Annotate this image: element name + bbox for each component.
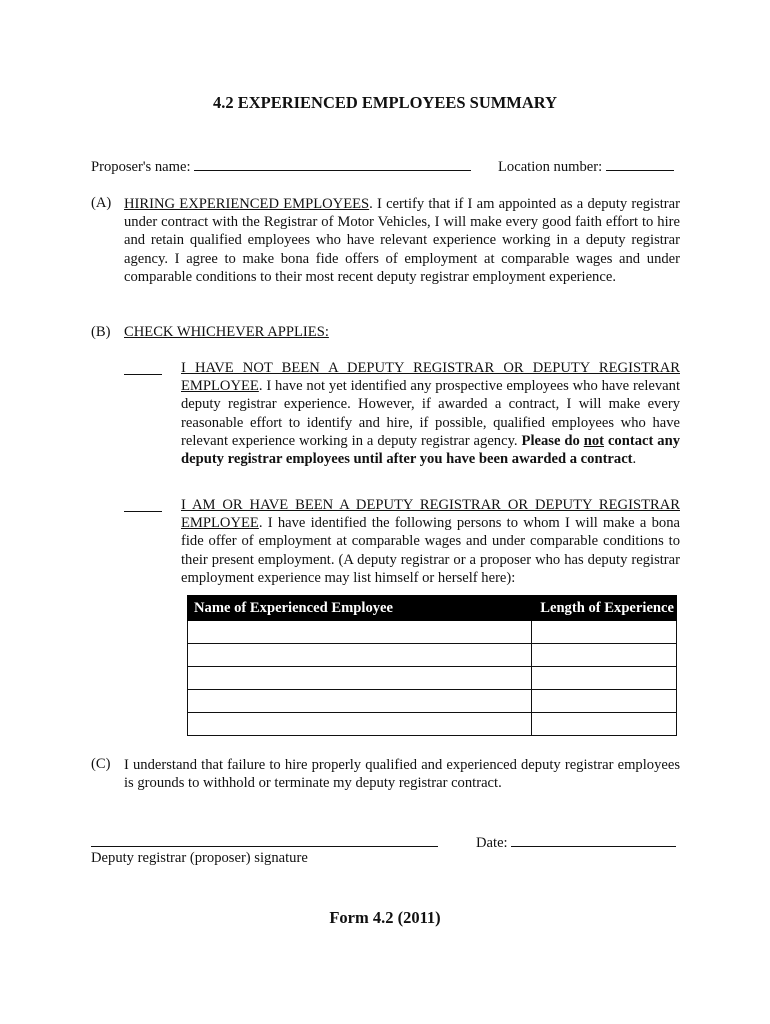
option-1-bold-b: contact any deputy registrar employees until after you have been awarded a contract bbox=[181, 432, 680, 468]
date-field[interactable] bbox=[511, 832, 676, 847]
experience-length-cell[interactable] bbox=[532, 713, 677, 736]
signature-line[interactable] bbox=[91, 846, 438, 847]
section-a-body: . I certify that if I am appointed as a deputy registrar under contract with the Registrar of Motor Vehicles, I will make every good faith effort to hire and retain qualified employees who have relevant experience working in a deputy registrar agency. I agree to make bona fide offers of employment at comparable wages and under comparable conditions to their most recent deputy registrar employment experience. bbox=[124, 196, 680, 285]
option-1-heading: I HAVE NOT BEEN A DEPUTY REGISTRAR OR DEPUTY REGISTRAR EMPLOYEE bbox=[181, 360, 680, 395]
date-row bbox=[476, 832, 676, 852]
experience-length-cell[interactable] bbox=[532, 667, 677, 690]
table-row bbox=[188, 644, 677, 667]
column-header-length: Length of Experience bbox=[532, 596, 677, 621]
location-number-field[interactable] bbox=[606, 156, 674, 171]
section-c-marker: (C) bbox=[91, 756, 111, 772]
experience-length-cell[interactable] bbox=[532, 621, 677, 644]
option-1-end: . bbox=[632, 451, 637, 468]
location-number-label: Location number: bbox=[498, 159, 603, 175]
employee-name-cell[interactable] bbox=[188, 667, 532, 690]
location-number-row bbox=[498, 156, 674, 176]
option-2-body: . I have identified the following persons to whom I will make a bona fide offer of employment at comparable wages and under comparable conditions to their present employment. (A deputy registrar or a proposer who has deputy registrar employment experience may list himself or herself here): bbox=[181, 515, 680, 586]
table-header-row bbox=[188, 596, 677, 621]
table-row bbox=[188, 621, 677, 644]
signature-label: Deputy registrar (proposer) signature bbox=[91, 850, 308, 866]
option-1-text bbox=[181, 359, 680, 468]
option-1-checkbox-line[interactable] bbox=[124, 374, 162, 375]
section-b-marker: (B) bbox=[91, 324, 111, 340]
column-header-name: Name of Experienced Employee bbox=[188, 596, 532, 621]
option-1-body: . I have not yet identified any prospective employees who have relevant deputy registrar experience. However, if awarded a contract, I will make every reasonable effort to identify and hire, if possible, qualified employees who have relevant experience working in a deputy registrar agency. bbox=[181, 378, 680, 449]
option-2-heading: I AM OR HAVE BEEN A DEPUTY REGISTRAR OR DEPUTY REGISTRAR EMPLOYEE bbox=[181, 497, 680, 532]
section-c-body: I understand that failure to hire properly qualified and experienced deputy registrar employees is grounds to withhold or terminate my deputy registrar contract. bbox=[124, 757, 680, 792]
experienced-employees-table bbox=[187, 595, 677, 736]
employee-name-cell[interactable] bbox=[188, 644, 532, 667]
option-1-bold-not: not bbox=[583, 432, 605, 449]
employee-name-cell[interactable] bbox=[188, 621, 532, 644]
employee-name-cell[interactable] bbox=[188, 690, 532, 713]
table-row bbox=[188, 713, 677, 736]
employee-name-cell[interactable] bbox=[188, 713, 532, 736]
proposer-name-row bbox=[91, 156, 471, 176]
option-2-text bbox=[181, 496, 680, 587]
option-2-checkbox-line[interactable] bbox=[124, 511, 162, 512]
section-a-heading: HIRING EXPERIENCED EMPLOYEES bbox=[124, 196, 370, 212]
date-label: Date: bbox=[476, 835, 508, 851]
experience-length-cell[interactable] bbox=[532, 644, 677, 667]
proposer-name-label: Proposer's name: bbox=[91, 159, 191, 175]
proposer-name-field[interactable] bbox=[194, 156, 471, 171]
section-b-heading: CHECK WHICHEVER APPLIES: bbox=[124, 324, 329, 340]
section-a-marker: (A) bbox=[91, 195, 112, 211]
table-row bbox=[188, 667, 677, 690]
document-title: 4.2 EXPERIENCED EMPLOYEES SUMMARY bbox=[212, 93, 558, 112]
section-a-text bbox=[124, 195, 680, 286]
experience-length-cell[interactable] bbox=[532, 690, 677, 713]
table-row bbox=[188, 690, 677, 713]
form-number: Form 4.2 (2011) bbox=[329, 908, 441, 927]
option-1-bold-a: Please do bbox=[521, 432, 584, 449]
